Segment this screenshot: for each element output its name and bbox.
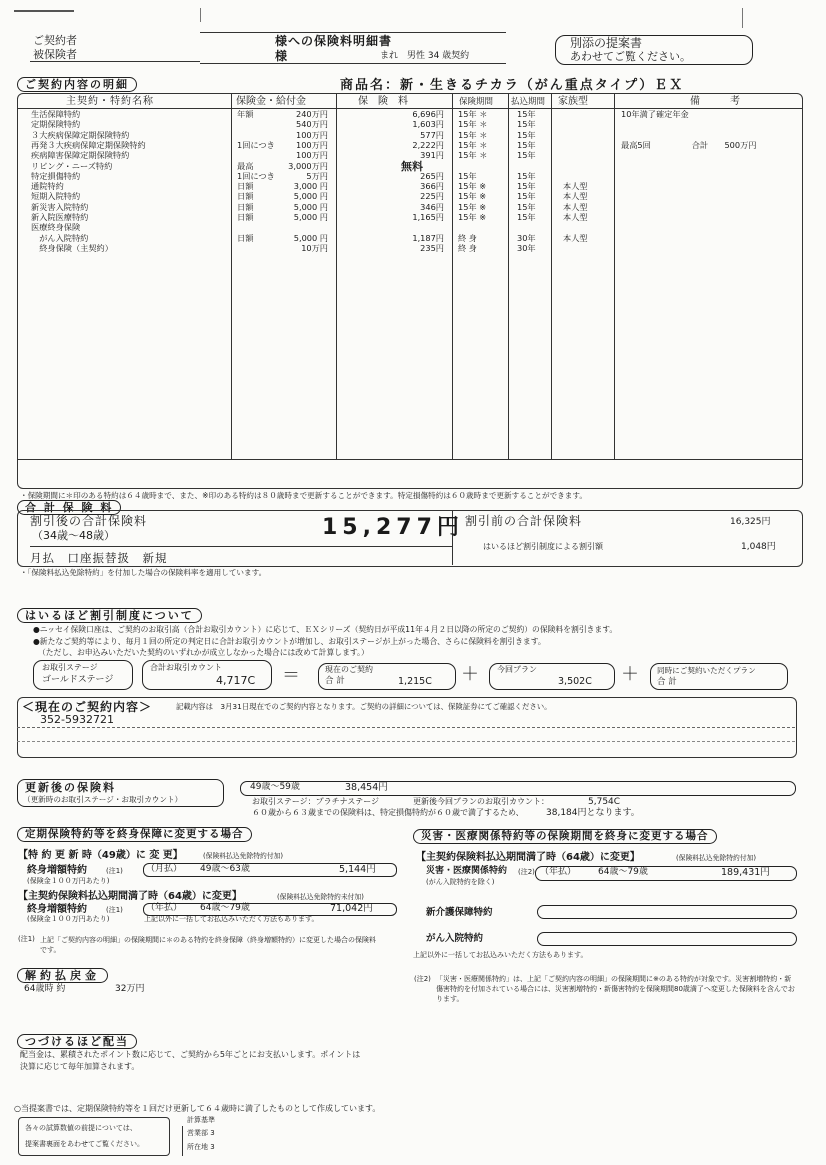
col-header-benefit: 保険金・給付金	[236, 96, 306, 107]
payment-method: 月払 口座振替扱 新規	[30, 551, 168, 565]
renewal-amount: 38,454円	[345, 782, 388, 793]
left-renewal-pay: （月払）	[146, 864, 183, 874]
contract-name-cell: 生活保障特約	[31, 109, 81, 119]
renewal-line2-amount: 38,184円となります。	[546, 808, 640, 818]
left-renewal-item-sub: (保険金１００万円あたり)	[27, 877, 110, 885]
dividend-text-1: 配当金は、累積されたポイント数に応じて、ご契約から5年ごとにお支払いします。ポイントは	[20, 1050, 361, 1059]
contract-name-cell: 医療終身保険	[31, 222, 81, 233]
col-header-note: 備 考	[690, 96, 740, 107]
benefit-prefix-cell: 日額	[237, 212, 254, 222]
renewal-line2: ６０歳から６３歳までの保険料は、特定損傷特約が６０歳で満了するため、	[252, 808, 524, 817]
current-contract-rule	[17, 727, 795, 728]
footer-box-line1: 各々の試算数値の前提については、	[25, 1124, 137, 1132]
period-cell: 15年 ※	[458, 212, 487, 222]
note2-mark: (注2)	[414, 975, 431, 983]
pay-period-cell: 15年	[517, 201, 536, 212]
benefit-cell: 5,000 円	[293, 201, 328, 212]
discounted-label: 割引後の合計保険料	[30, 514, 148, 528]
current-contract-note: 記載内容は 3月31日現在でのご契約内容となります。ご契約の詳細については、保険証券にてご確認ください。	[176, 702, 552, 711]
plus-sign-1: ＋	[461, 664, 479, 685]
discount-amount: 1,048円	[741, 542, 776, 552]
footer-box-line2: 提案書裏面をあわせてご覧ください。	[25, 1140, 144, 1148]
discount-bullet-2: ●新たなご契約等により、毎月１回の所定の判定日に合計お取引カウントが増加し、お取引ステージが上がった場合、さらに保険料を割引きます。	[33, 637, 546, 646]
premium-cell: 2,222円	[412, 139, 444, 150]
contract-name-cell: 通院特約	[31, 181, 64, 192]
premium-cell: 235円	[420, 242, 444, 253]
doc-title: 様への保険料明細書	[275, 34, 393, 48]
col-header-period: 保険期間	[459, 97, 494, 107]
period-cell: 終 身	[458, 242, 477, 253]
renewal-count-label: 更新後今回プランのお取引カウント：	[413, 797, 549, 806]
policy-number: 352-5932721	[40, 713, 114, 726]
current-count-sub: 合 計	[325, 676, 345, 686]
insured-label: 被保険者	[33, 48, 77, 61]
plus-sign-2: ＋	[621, 664, 639, 685]
discounted-amount: 15,277円	[322, 515, 464, 540]
scan-edge-mark	[14, 10, 74, 12]
premium-cell: 265円	[420, 170, 444, 181]
surrender-title: 解約払戻金	[17, 968, 108, 983]
left-renewal-head: 【特 約 更 新 時（49歳）に 変 更】	[18, 850, 183, 861]
benefit-cell: 100万円	[295, 129, 328, 140]
current-contract-rule	[17, 741, 795, 742]
contract-name-cell: 特定損傷特約	[31, 170, 81, 181]
right-note-other: 上記以外に一括してお払込みいただく方法もあります。	[413, 951, 588, 959]
benefit-cell: 240万円	[295, 109, 328, 119]
right-item2-box	[537, 905, 797, 919]
col-header-name: 主契約・特約名称	[66, 96, 154, 107]
left-end-item: 終身増額特約	[27, 904, 87, 915]
premium-cell: 6,696円	[412, 109, 444, 119]
pay-period-cell: 15年	[517, 109, 536, 119]
family-cell: 本人型	[563, 201, 588, 212]
col-header-premium: 保 険 料	[358, 96, 408, 107]
left-end-note: 上記以外に一括してお払込みいただく方法もあります。	[144, 915, 319, 923]
benefit-prefix-cell: 年額	[237, 109, 254, 119]
premium-cell: 1,187円	[412, 232, 444, 243]
period-cell: 15年 ※	[458, 191, 487, 202]
left-change-title: 定期保険特約等を終身保障に変更する場合	[17, 827, 252, 842]
premium-cell: 366円	[420, 181, 444, 192]
benefit-cell: 5,000 円	[293, 212, 328, 222]
left-end-head-note: (保険料払込免除特約未付加)	[277, 893, 364, 901]
note2-text: 「災害・医療関係特約」は、上記「ご契約内容の明細」の保険期間に※のある特約が対象です。災害割増特約・新傷害特約を付加されている場合には、災害割増特約・新傷害特約を保険期間80歳満了へ変更した保険料を含んでおります。	[436, 975, 795, 1003]
sama-label: 様	[275, 49, 288, 63]
renewal-count-value: 5,754C	[588, 797, 621, 807]
right-item2: 新介護保障特約	[426, 907, 493, 918]
period-cell: 15年 ※	[458, 181, 487, 192]
table-row	[18, 234, 802, 244]
contract-name-cell: 短期入院特約	[31, 191, 81, 202]
renewal-amount-box	[240, 781, 796, 796]
benefit-cell: 100万円	[295, 150, 328, 161]
calc-basis-location: 所在地 3	[187, 1143, 215, 1151]
benefit-prefix-cell: 日額	[237, 181, 254, 192]
left-renewal-amount: 5,144円	[339, 864, 376, 875]
premium-cell: 無料	[401, 159, 423, 173]
benefit-prefix-cell: 日額	[237, 191, 254, 202]
family-cell: 本人型	[563, 191, 588, 202]
premium-cell: 577円	[420, 129, 444, 140]
pay-period-cell: 15年	[517, 129, 536, 140]
table-row	[18, 159, 802, 173]
right-item1: 災害・医療関係特約	[426, 866, 508, 876]
product-name: 商品名：新・生きるチカラ（がん重点タイプ）ＥＸ	[340, 78, 685, 93]
right-item1-pay: （年払）	[540, 867, 577, 877]
contract-name-cell: リビング・ニーズ特約	[31, 160, 113, 171]
period-cell: 終 身	[458, 232, 477, 243]
table-row	[18, 141, 802, 151]
renewal-subtitle: （更新時のお取引ステージ・お取引カウント）	[23, 795, 183, 804]
contract-footnote: ・保険期間に＊印のある特約は６４歳時まで、また、※印のある特約は８０歳時まで更新することができます。特定損傷特約は６０歳時まで更新することができます。	[20, 491, 587, 500]
note-cell: 10年満了確定年金	[621, 109, 689, 119]
footer-note: ○当提案書では、定期保険特約等を１回だけ更新して６４歳時に満了したものとして作成しています。	[14, 1104, 381, 1113]
dividend-text-2: 決算に応じて毎年加算されます。	[20, 1062, 140, 1071]
stage-value: ゴールドステージ	[42, 675, 114, 685]
period-cell: 15年 ＊	[458, 139, 488, 150]
right-item3: がん入院特約	[426, 933, 484, 944]
current-contract-title: ＜現在のご契約内容＞	[22, 700, 156, 714]
period-cell: 15年 ※	[458, 201, 487, 212]
note1-text: 上記「ご契約内容の明細」の保険期間に＊のある特約を終身保障（終身増額特約）に変更した場合の保険料です。	[40, 936, 376, 955]
premium-cell: 225円	[420, 191, 444, 202]
family-cell: 本人型	[563, 232, 588, 243]
contract-name-cell: 終身保険（主契約）	[31, 242, 113, 253]
plan-count-label: 今回プラン	[497, 665, 537, 674]
right-item1-mark: (注2)	[518, 868, 535, 876]
total-section-title: 合 計 保 険 料	[17, 500, 121, 515]
total-count-label: 合計お取引カウント	[150, 663, 222, 672]
table-row	[18, 172, 802, 182]
same-time-label: 同時にご契約いただくプラン	[657, 666, 756, 675]
proposal-note-line2: あわせてご覧ください。	[570, 50, 691, 63]
header-underline	[30, 61, 200, 62]
pay-period-cell: 15年	[517, 191, 536, 202]
discount-section-title: はいるほど割引制度について	[17, 608, 202, 623]
period-cell: 15年 ＊	[458, 150, 488, 161]
left-renewal-item: 終身増額特約	[27, 865, 87, 876]
period-cell: 15年 ＊	[458, 129, 488, 140]
renewal-title: 更新後の保険料	[25, 781, 116, 794]
left-renewal-item-mark: (注1)	[106, 867, 123, 875]
table-row	[18, 223, 802, 233]
col-header-pay-period: 払込期間	[511, 97, 546, 107]
contract-name-cell: ３大疾病保障定期保険特約	[31, 129, 130, 140]
benefit-cell: 3,000 円	[293, 181, 328, 192]
benefit-cell: 540万円	[295, 119, 328, 130]
equals-sign: ＝	[282, 665, 300, 686]
discount-label: はいるほど割引制度による割引額	[483, 542, 603, 551]
renewal-age-range: 49歳～59歳	[250, 782, 300, 792]
family-cell: 本人型	[563, 181, 588, 192]
discounted-underline	[30, 546, 452, 547]
table-row	[18, 192, 802, 202]
period-cell: 15年 ＊	[458, 109, 488, 119]
calc-basis-label: 計算基準	[187, 1116, 215, 1124]
current-count-label: 現在のご契約	[325, 665, 373, 674]
benefit-prefix-cell: 最高	[237, 160, 254, 171]
scan-edge-mark	[742, 8, 743, 28]
left-end-item-sub: (保険金１００万円あたり)	[27, 915, 110, 923]
dividend-title: つづけるほど配当	[17, 1034, 137, 1049]
calc-basis-divider	[182, 1126, 183, 1156]
contract-name-cell: 再発３大疾病保障定期保険特約	[31, 139, 146, 150]
right-item1-sub: (がん入院特約を除く)	[426, 878, 495, 886]
premium-cell: 1,165円	[412, 212, 444, 222]
pay-period-cell: 15年	[517, 150, 536, 161]
right-item1-ages: 64歳～79歳	[598, 867, 648, 877]
pay-period-cell: 30年	[517, 232, 536, 243]
period-cell: 15年 ＊	[458, 119, 488, 130]
left-end-item-mark: (注1)	[106, 906, 123, 914]
footer-box	[18, 1117, 170, 1156]
premium-cell: 346円	[420, 201, 444, 212]
pay-period-cell: 15年	[517, 212, 536, 222]
left-end-head: 【主契約保険料払込期間満了時（64歳）に変更】	[18, 891, 242, 902]
surrender-amount: 32万円	[115, 984, 145, 994]
table-row	[18, 213, 802, 223]
pay-period-cell: 15年	[517, 119, 536, 130]
pay-period-cell: 15年	[517, 181, 536, 192]
discount-bullet-1: ●ニッセイ保険口座は、ご契約のお取引高（合計お取引カウント）に応じて、ＥＸシリーズ（契約日が平成11年４月２日以降の所定のご契約）の保険料を割引きます。	[33, 625, 618, 634]
pay-period-cell: 30年	[517, 242, 536, 253]
right-head-note: (保険料払込免除特約付加)	[676, 854, 757, 862]
benefit-cell: 10万円	[301, 242, 328, 253]
renewal-stage: お取引ステージ：プラチナステージ	[252, 797, 380, 806]
table-row	[18, 120, 802, 130]
right-head: 【主契約保険料払込期間満了時（64歳）に変更】	[416, 852, 640, 863]
benefit-cell: 5,000 円	[293, 232, 328, 243]
benefit-prefix-cell: 日額	[237, 201, 254, 212]
current-count-value: 1,215C	[398, 676, 432, 687]
contract-name-cell: 定期保険特約	[31, 119, 81, 130]
left-renewal-head-note: (保険料払込免除特約付加)	[203, 852, 284, 860]
calc-basis-dept: 営業部 3	[187, 1129, 215, 1137]
table-bottom-rule	[18, 459, 802, 460]
total-note: ・「保険料払込免除特約」を付加した場合の保険料率を適用しています。	[20, 568, 267, 577]
discount-bullet-2-note: （ただし、お申込みいただいた契約のいずれかが成立しなかった場合には改めて計算します。）	[38, 648, 369, 657]
pay-period-cell: 15年	[517, 170, 536, 181]
before-amount: 16,325円	[730, 517, 771, 527]
left-end-pay: （年払）	[146, 903, 183, 913]
right-item1-amount: 189,431円	[721, 867, 770, 878]
family-cell: 本人型	[563, 212, 588, 222]
insured-info: まれ 男性 34 歳契約	[380, 51, 470, 61]
contractor-label: ご契約者	[33, 34, 77, 47]
left-end-amount: 71,042円	[330, 903, 373, 914]
col-header-family: 家族型	[558, 96, 588, 107]
contract-name-cell: 新入院医療特約	[31, 212, 89, 222]
table-row	[18, 203, 802, 213]
pay-period-cell: 15年	[517, 139, 536, 150]
proposal-note-line1: 別添の提案書	[570, 36, 643, 50]
benefit-cell: 5,000 円	[293, 191, 328, 202]
contract-name-cell: がん入院特約	[31, 232, 89, 243]
contract-name-cell: 新災害入院特約	[31, 201, 89, 212]
table-row	[18, 182, 802, 192]
premium-cell: 1,603円	[412, 119, 444, 130]
benefit-cell: 3,000万円	[288, 160, 328, 171]
premium-cell: 391円	[420, 150, 444, 161]
plan-count-value: 3,502C	[558, 676, 592, 687]
benefit-cell: 100万円	[295, 139, 328, 150]
before-label: 割引前の合計保険料	[465, 514, 583, 528]
benefit-cell: 5万円	[306, 170, 328, 181]
contract-name-cell: 疾病障害保障定期保険特約	[31, 150, 130, 161]
note-cell: 最高5回 合計 500万円	[621, 139, 757, 150]
surrender-age: 64歳時 約	[24, 984, 66, 994]
left-end-ages: 64歳～79歳	[200, 903, 250, 913]
benefit-prefix-cell: 日額	[237, 232, 254, 243]
period-cell: 15年	[458, 170, 477, 181]
left-renewal-ages: 49歳～63歳	[200, 864, 250, 874]
note1-mark: (注1)	[18, 935, 35, 943]
total-count-value: 4,717C	[216, 674, 256, 687]
benefit-prefix-cell: 1回につき	[237, 139, 275, 150]
table-row	[18, 110, 802, 120]
age-range: （34歳～48歳）	[32, 529, 115, 542]
right-change-title: 災害・医療関係特約等の保険期間を終身に変更する場合	[413, 829, 717, 844]
table-row	[18, 244, 802, 254]
right-item3-box	[537, 932, 797, 946]
same-time-sub: 合 計	[657, 677, 677, 687]
stage-label: お取引ステージ	[42, 663, 98, 672]
benefit-prefix-cell: 1回につき	[237, 170, 275, 181]
contract-section-title: ご契約内容の明細	[17, 77, 137, 92]
contract-table	[17, 93, 803, 489]
scan-edge-mark	[200, 8, 201, 22]
